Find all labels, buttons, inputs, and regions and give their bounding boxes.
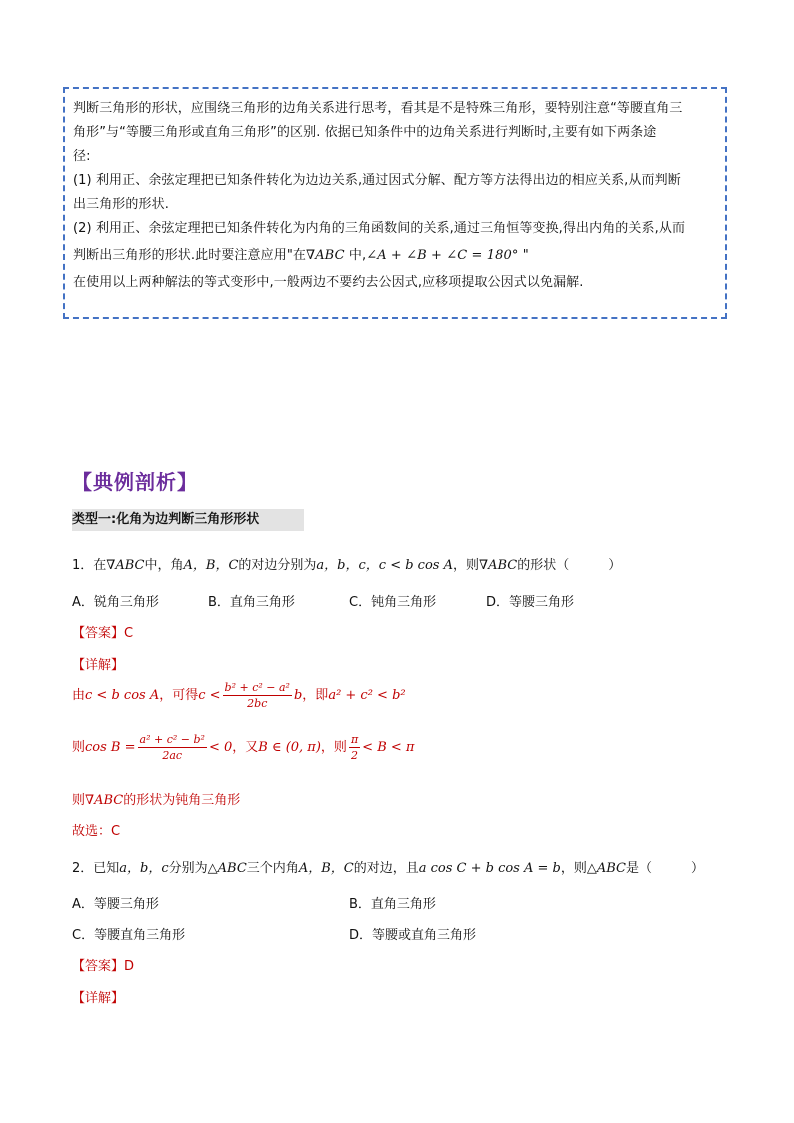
tip-line-5: 出三角形的形状. xyxy=(73,197,169,212)
section-title: 【典例剖析】 xyxy=(72,470,198,494)
q1-detail-label: 【详解】 xyxy=(72,658,125,673)
tip-line-4: (1) 利用正、余弦定理把已知条件转化为边边关系,通过因式分解、配方等方法得出边的相应关系,从而判断 xyxy=(73,173,681,188)
q2-detail-label: 【详解】 xyxy=(72,991,125,1006)
q1-stem: 1．在∇ABC中，角A，B，C的对边分别为a，b，c，c < b cos A，则∇ABC的形状（ ） xyxy=(72,558,622,573)
q1-answer: 【答案】C xyxy=(72,626,134,641)
q1-step-1: 由c < b cos A，可得c < $\frac{\text{b² + c² − a²}}{2bc}$ b，即a² + c² < b² xyxy=(72,681,406,710)
fraction: $\frac{\text{b² + c² − a²}}{2bc}$ xyxy=(224,681,290,710)
tip-line-6: (2) 利用正、余弦定理把已知条件转化为内角的三角函数间的关系,通过三角恒等变换,得出内角的关系,从而 xyxy=(73,221,686,236)
tip-box xyxy=(63,87,727,319)
q1-option-a[interactable]: A．锐角三角形 xyxy=(72,595,159,610)
tip-line-7: 判断出三角形的形状.此时要注意应用"在∇ABC 中,∠A + ∠B + ∠C = 180° " xyxy=(73,248,529,263)
q2-option-c[interactable]: C．等腰直角三角形 xyxy=(72,928,186,943)
q2-answer: 【答案】D xyxy=(72,959,135,974)
q2-stem: 2．已知a，b，c分别为△ABC三个内角A，B，C的对边，且a cos C + b cos A = b，则△ABC是（ ） xyxy=(72,861,705,876)
q2-option-d[interactable]: D．等腰或直角三角形 xyxy=(349,928,477,943)
fraction: $\frac{\pi}{2}$ xyxy=(350,733,359,762)
tip-line-8: 在使用以上两种解法的等式变形中,一般两边不要约去公因式,应移项提取公因式以免漏解. xyxy=(73,275,584,290)
tip-line-3: 径: xyxy=(73,149,91,164)
tip-line-1: 判断三角形的形状，应围绕三角形的边角关系进行思考，看其是不是特殊三角形，要特别注意“等腰直角三 xyxy=(73,101,683,116)
q1-option-b[interactable]: B．直角三角形 xyxy=(208,595,295,610)
angle-sum-formula: ∠A + ∠B + ∠C = 180° xyxy=(366,248,519,263)
q2-option-b[interactable]: B．直角三角形 xyxy=(349,897,436,912)
q1-option-d[interactable]: D．等腰三角形 xyxy=(486,595,575,610)
triangle-abc: ∇ABC xyxy=(306,248,345,263)
q1-step-3: 则∇ABC的形状为钝角三角形 xyxy=(72,793,241,808)
fraction: $\frac{\text{a² + c² − b²}}{2ac}$ xyxy=(139,733,205,762)
tip-line-2: 角形”与“等腰三角形或直角三角形”的区别. 依据已知条件中的边角关系进行判断时,主要有如下两条途 xyxy=(73,125,657,140)
q2-option-a[interactable]: A．等腰三角形 xyxy=(72,897,159,912)
type-title: 类型一:化角为边判断三角形形状 xyxy=(72,509,304,531)
q1-option-c[interactable]: C．钝角三角形 xyxy=(349,595,437,610)
q1-final: 故选：C xyxy=(72,824,121,839)
q1-step-2: 则cos B = $\frac{\text{a² + c² − b²}}{2ac}$ < 0，又B ∈ (0, π)，则 $\frac{\pi}{2}$ < B < π xyxy=(72,733,415,762)
